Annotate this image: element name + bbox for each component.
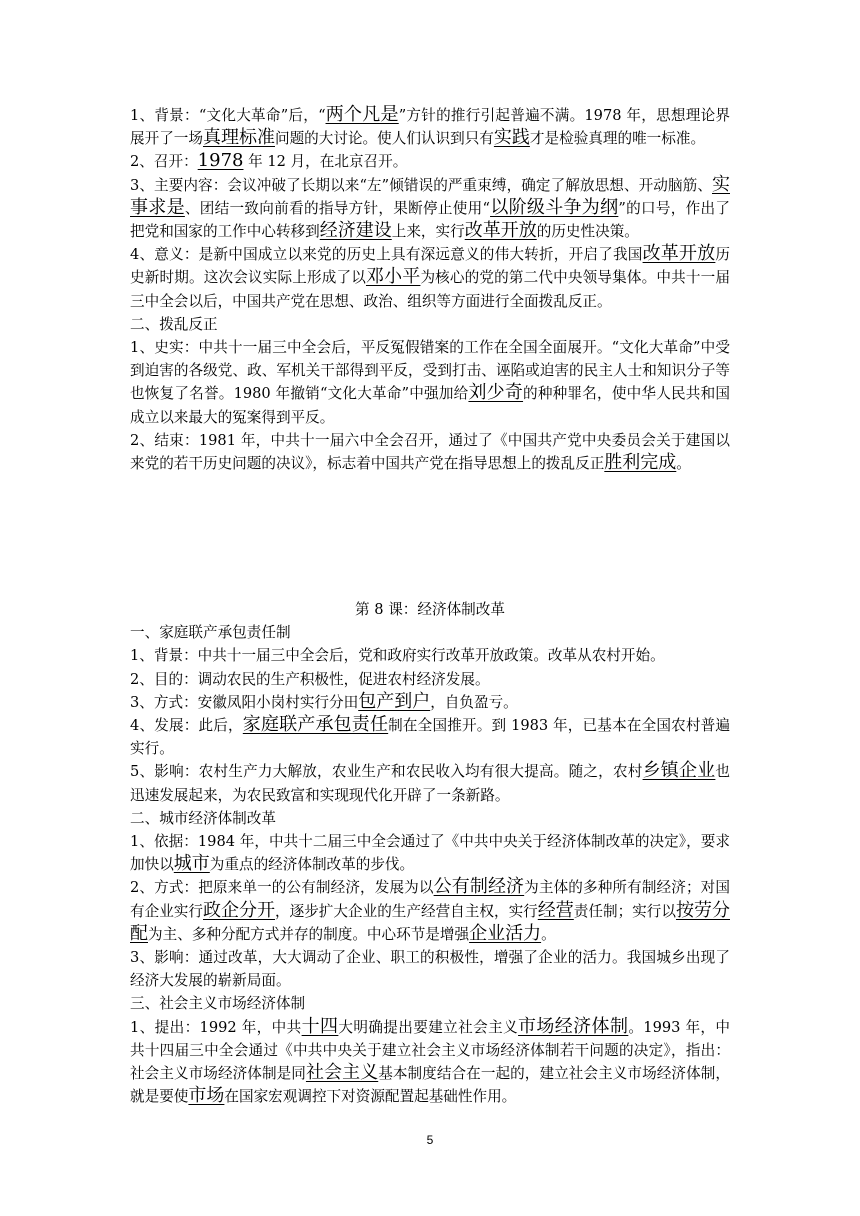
underlined-key-term: 政企分开: [203, 899, 276, 921]
text-run: 1、依据：1984 年，中共十二届三中全会通过了《中共中央关于经济体制改革的决定》，要求加快以: [130, 833, 730, 874]
underlined-key-term: 改革开放: [464, 220, 537, 242]
text-run: 。: [541, 925, 556, 943]
text-run: 4、意义：是新中国成立以来党的历史上具有深远意义的伟大转折，开启了我国: [130, 246, 643, 264]
text-run: 问题的大讨论。使人们认识到只有: [274, 130, 494, 148]
text-run: 5、影响：农村生产力大解放，农业生产和农民收入均有很大提高。随之，农村: [130, 763, 643, 781]
underlined-key-term: 企业活力: [469, 922, 542, 944]
underlined-key-term: 包产到户: [358, 690, 431, 712]
paragraph: [130, 174, 730, 244]
underlined-key-term: 经济建设: [319, 220, 392, 242]
text-run: 、团结一致向前看的指导方针，果断停止使用“: [184, 199, 491, 217]
text-run: 1、史实：中共十一届三中全会后，平反冤假错案的工作在全国全面展开。“文化大革命”中受到迫害的各级党、政、军机关干部得到平反，受到打击、诬陷或迫害的民主人士和知识分子等也恢复了名誉。1980 年撤销“文化大革命”中强加给: [130, 339, 730, 403]
text-run: 2、结束：1981 年，中共十一届六中全会召开，通过了《中国共产党中央委员会关于建国以来党的若干历史问题的决议》，标志着中国共产党在指导思想上的拨乱反正: [130, 431, 730, 473]
underlined-key-term: 家庭联产承包责任: [242, 714, 389, 736]
text-run: 三、社会主义市场经济体制: [130, 995, 306, 1013]
text-run: 责任制；实行以: [573, 902, 676, 920]
paragraph: [130, 876, 730, 946]
text-run: 历史新时期。这次会议实际上形成了以: [130, 246, 730, 287]
text-run: 才是检验真理的唯一标准。: [529, 130, 706, 148]
paragraph: [130, 243, 730, 313]
text-run: 上来，实行: [391, 223, 465, 241]
text-run: 制在全国推开。到 1983 年，已基本在全国农村普遍实行。: [130, 717, 730, 758]
text-run: 4、发展：此后，: [130, 717, 243, 735]
underlined-key-term: 市场: [188, 1085, 225, 1107]
text-run: 为主体的多种所有制经济；对国有企业实行: [130, 879, 730, 920]
paragraph: [130, 668, 730, 691]
paragraph: [130, 644, 730, 667]
text-run: 为主、多种分配方式并存的制度。中心环节是增强: [148, 925, 470, 943]
underlined-key-term: 按劳分配: [130, 899, 730, 944]
underlined-key-term: 两个凡是: [325, 104, 399, 125]
paragraph: [130, 830, 730, 876]
text-run: 1、提出：1992 年，中共: [130, 1018, 302, 1036]
text-run: ，自负盈亏。: [430, 693, 518, 711]
text-run: 也迅速发展起来，为农民致富和实现现代化开辟了一条新路。: [130, 763, 730, 804]
paragraph: [130, 992, 730, 1015]
underlined-key-term: 乡镇企业: [642, 760, 716, 782]
underlined-key-term: 实践: [493, 127, 530, 149]
text-run: 2、召开：: [130, 153, 198, 171]
text-run: 为核心的党的第二代中央领导集体。中共十一届三中全会以后，中国共产党在思想、政治、组织等方面进行全面拨乱反正。: [130, 269, 730, 310]
text-run: ”的口号，作出了把党和国家的工作中心转移到: [130, 199, 731, 241]
paragraph: [130, 807, 730, 830]
text-run: 在国家宏观调控下对资源配置起基础性作用。: [224, 1088, 517, 1106]
paragraph: [130, 946, 730, 992]
text-run: 3、影响：通过改革，大大调动了企业、职工的积极性，增强了企业的活力。我国城乡出现了经济大发展的崭新局面。: [130, 949, 730, 990]
text-run: 二、拨乱反正: [130, 315, 218, 333]
text-run: 的历史性决策。: [536, 223, 639, 241]
lesson-title: 第 8 课：经济体制改革: [355, 601, 505, 618]
text-run: 1、背景：“文化大革命”后，“: [130, 107, 326, 124]
paragraph: [130, 714, 730, 760]
text-run: 。1993 年，中共十四届三中全会通过《中共中央关于建立社会主义市场经济体制若干问题的决定》，指出：社会主义市场经济体制是同: [130, 1018, 730, 1083]
text-run: ”方针的推行引起普遍不满。1978 年，思想理论界展开了一场: [130, 107, 730, 148]
text-run: 的种种罪名，使中华人民共和国成立以来最大的冤案得到平反。: [130, 385, 730, 426]
underlined-key-term: 市场经济体制: [518, 1015, 629, 1037]
paragraph: [130, 336, 730, 429]
paragraph: [130, 691, 730, 714]
underlined-key-term: 1978: [197, 150, 244, 172]
text-run: 一、家庭联产承包责任制: [130, 624, 291, 642]
page-number: 5: [426, 1133, 434, 1147]
text-run: 基本制度结合在一起的，建立社会主义市场经济体制，就是要使: [130, 1065, 730, 1106]
text-run: ，逐步扩大企业的生产经营自主权，实行: [275, 902, 538, 920]
underlined-key-term: 真理标准: [202, 127, 275, 149]
text-run: 3、方式：安徽凤阳小岗村实行分田: [130, 693, 359, 711]
text-run: 大明确提出要建立社会主义: [338, 1018, 519, 1036]
text-run: 二、城市经济体制改革: [130, 809, 276, 827]
paragraph: [130, 429, 730, 475]
text-run: 年 12 月，在北京召开。: [243, 153, 408, 171]
text-run: 为重点的经济体制改革的步伐。: [209, 856, 415, 874]
section-reform-opening: [130, 104, 730, 475]
underlined-key-term: 实事求是: [130, 173, 730, 218]
text-run: 2、方式：把原来单一的公有制经济，发展为以: [130, 879, 434, 897]
paragraph: [130, 104, 730, 150]
paragraph: [130, 621, 730, 644]
lesson-8-block: [130, 598, 730, 1108]
underlined-key-term: 经营: [537, 899, 574, 921]
paragraph: [130, 760, 730, 806]
paragraph: [130, 313, 730, 336]
section-economic-reform: [130, 621, 730, 1108]
text-run: 3、主要内容：会议冲破了长期以来“左”倾错误的严重束缚，确定了解放思想、开动脑筋、: [130, 176, 712, 194]
underlined-key-term: 公有制经济: [433, 876, 525, 898]
underlined-key-term: 胜利完成: [604, 452, 677, 474]
text-run: 1、背景：中共十一届三中全会后，党和政府实行改革开放政策。改革从农村开始。: [130, 647, 665, 665]
underlined-key-term: 十四: [301, 1015, 339, 1037]
text-run: 。: [676, 455, 691, 473]
paragraph: [130, 1016, 730, 1109]
underlined-key-term: 以阶级斗争为纲: [490, 196, 619, 218]
text-run: 2、目的：调动农民的生产积极性，促进农村经济发展。: [130, 670, 490, 688]
underlined-key-term: 刘少奇: [468, 382, 524, 404]
underlined-key-term: 城市: [173, 853, 210, 875]
underlined-key-term: 社会主义: [305, 1062, 379, 1084]
underlined-key-term: 邓小平: [365, 266, 421, 288]
underlined-key-term: 改革开放: [642, 243, 716, 265]
paragraph: [130, 150, 730, 173]
